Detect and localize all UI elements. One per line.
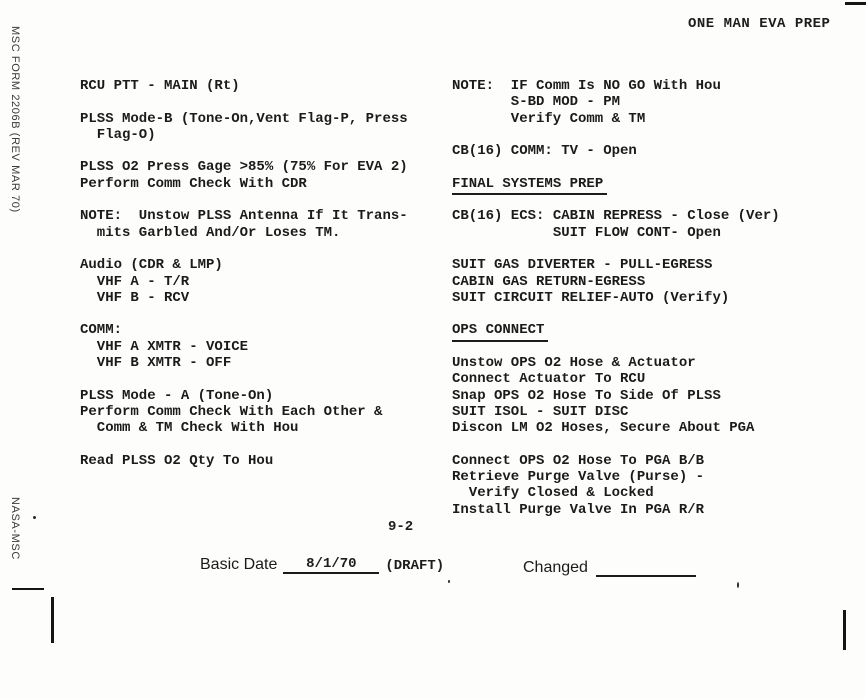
- checklist-line: SUIT FLOW CONT- Open: [552, 224, 721, 241]
- checklist-line: CB(16) COMM: TV - Open: [452, 143, 637, 160]
- checklist-line: CABIN GAS RETURN-EGRESS: [452, 273, 646, 290]
- checklist-block: [80, 322, 440, 371]
- section-heading: FINAL SYSTEMS PREP: [452, 176, 607, 195]
- checklist-line: Perform Comm Check With Each Other &: [80, 403, 383, 420]
- scan-speck: [737, 582, 739, 588]
- checklist-block: [452, 78, 812, 127]
- checklist-block: [452, 322, 812, 338]
- checklist-line: RCU PTT - MAIN (Rt): [80, 78, 240, 94]
- changed-row: [523, 559, 696, 577]
- basic-date-row: [200, 554, 444, 574]
- checklist-line: Connect Actuator To RCU: [452, 371, 646, 388]
- checklist-line: S-BD MOD - PM: [510, 94, 621, 111]
- checklist-line: Verify Comm & TM: [510, 110, 646, 127]
- section-heading-line: [452, 322, 812, 338]
- changed-label: Changed: [523, 559, 588, 576]
- checklist-line: Comm & TM Check With Hou: [96, 420, 299, 437]
- basic-date-underline: [283, 554, 379, 574]
- checklist-line: Snap OPS O2 Hose To Side Of PLSS: [452, 387, 721, 404]
- org-vertical-text: NASA-MSC: [9, 497, 21, 560]
- checklist-line: NOTE: IF Comm Is NO GO With Hou: [452, 78, 721, 94]
- left-column: [80, 78, 440, 485]
- checklist-block: [80, 388, 440, 437]
- checklist-line: Install Purge Valve In PGA R/R: [452, 501, 705, 518]
- checklist-line: Retrieve Purge Valve (Purse) -: [452, 469, 705, 486]
- checklist-line: Unstow OPS O2 Hose & Actuator: [452, 355, 696, 372]
- checklist-line: SUIT CIRCUIT RELIEF-AUTO (Verify): [452, 289, 730, 306]
- checklist-line: PLSS Mode - A (Tone-On): [80, 387, 274, 404]
- checklist-line: VHF A XMTR - VOICE: [96, 338, 249, 355]
- checklist-block: [452, 257, 812, 306]
- section-heading: OPS CONNECT: [452, 322, 548, 341]
- checklist-block: [80, 159, 440, 192]
- checklist-block: [80, 208, 440, 241]
- checklist-block: [80, 453, 440, 469]
- checklist-line: Connect OPS O2 Hose To PGA B/B: [452, 452, 705, 469]
- checklist-line: SUIT GAS DIVERTER - PULL-EGRESS: [452, 257, 713, 274]
- checklist-block: [452, 208, 812, 241]
- checklist-line: VHF A - T/R: [96, 273, 190, 290]
- checklist-line: VHF B - RCV: [96, 289, 190, 306]
- checklist-line: Verify Closed & Locked: [468, 485, 654, 502]
- page-title: ONE MAN EVA PREP: [688, 16, 831, 32]
- checklist-line: Flag-O): [96, 126, 156, 143]
- form-number-vertical-text: MSC FORM 2206B (REV MAR 70): [9, 26, 21, 213]
- page-number: 9-2: [388, 519, 414, 535]
- registration-mark-bottom-left-horizontal: [12, 588, 44, 590]
- checklist-line: Audio (CDR & LMP): [80, 257, 223, 274]
- draft-label: (DRAFT): [385, 558, 445, 574]
- checklist-block: [452, 176, 812, 192]
- checklist-block: [80, 111, 440, 144]
- checklist-line: COMM:: [80, 322, 123, 339]
- checklist-line: mits Garbled And/Or Loses TM.: [96, 224, 341, 241]
- right-column: [452, 78, 812, 534]
- scan-speck: [448, 580, 450, 583]
- checklist-line: Perform Comm Check With CDR: [80, 175, 307, 192]
- checklist-line: Read PLSS O2 Qty To Hou: [80, 452, 274, 469]
- checklist-line: Discon LM O2 Hoses, Secure About PGA: [452, 420, 755, 437]
- checklist-block: [80, 257, 440, 306]
- checklist-block: [80, 78, 440, 94]
- registration-mark-bottom-left-vertical: [51, 597, 54, 643]
- checklist-line: NOTE: Unstow PLSS Antenna If It Trans-: [80, 208, 408, 225]
- changed-underline: [596, 575, 696, 577]
- registration-mark-bottom-right-vertical: [843, 610, 846, 650]
- section-heading-line: [452, 176, 812, 192]
- checklist-line: CB(16) ECS: CABIN REPRESS - Close (Ver): [452, 208, 780, 225]
- checklist-line: PLSS Mode-B (Tone-On,Vent Flag-P, Press: [80, 110, 408, 127]
- basic-date-value: 8/1/70: [306, 556, 357, 572]
- registration-mark-top-right: [845, 2, 866, 5]
- basic-date-label: Basic Date: [200, 556, 278, 573]
- checklist-block: [452, 143, 812, 159]
- checklist-block: [452, 453, 812, 518]
- checklist-line: VHF B XMTR - OFF: [96, 355, 232, 372]
- scan-speck: [33, 516, 36, 519]
- checklist-line: SUIT ISOL - SUIT DISC: [452, 403, 629, 420]
- checklist-block: [452, 355, 812, 436]
- checklist-line: PLSS O2 Press Gage >85% (75% For EVA 2): [80, 159, 408, 176]
